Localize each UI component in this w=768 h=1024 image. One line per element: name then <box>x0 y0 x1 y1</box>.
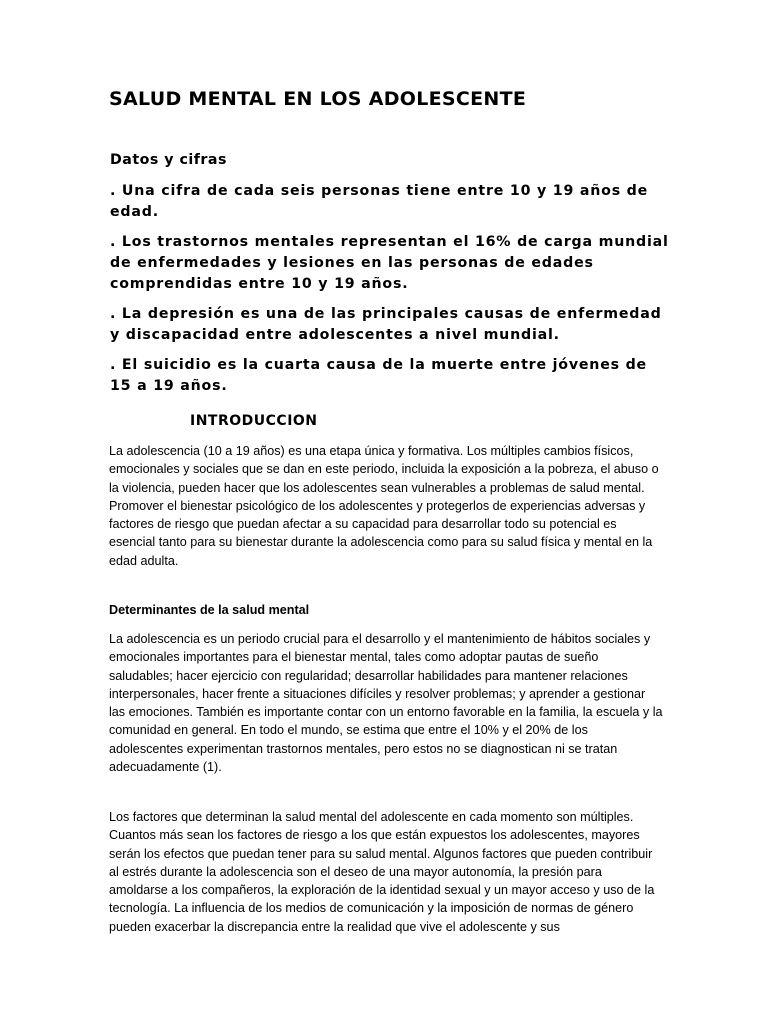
facts-section <box>110 150 670 406</box>
fact-item: . La depresión es una de las principales causas de enfermedad y discapacidad entre adolescentes a nivel mundial. <box>110 306 662 343</box>
facts-heading: Datos y cifras <box>110 152 227 168</box>
fact-item: . Los trastornos mentales representan el 16% de carga mundial de enfermedades y lesiones en las personas de edades comprendidas entre 10 y 19 años. <box>110 234 669 292</box>
fact-item: . Una cifra de cada seis personas tiene entre 10 y 19 años de edad. <box>110 183 649 220</box>
fact-item: . El suicidio es la cuarta causa de la muerte entre jóvenes de 15 a 19 años. <box>110 357 647 394</box>
intro-paragraph: La adolescencia (10 a 19 años) es una etapa única y formativa. Los múltiples cambios físicos, emocionales y sociales que se dan en este periodo, incluida la exposición a la pobreza, el abuso o la violencia, pueden hacer que los adolescentes sean vulnerables a problemas de salud mental. Promover el bienestar psicológico de los adolescentes y protegerlos de experiencias adversas y factores de riesgo que puedan afectar a su capacidad para desarrollar todo su potencial es esencial tanto para su bienestar durante la adolescencia como para su salud física y mental en la edad adulta. <box>109 444 659 568</box>
factors-paragraph: Los factores que determinan la salud mental del adolescente en cada momento son múltiples. Cuantos más sean los factores de riesgo a los que están expuestos los adolescentes, mayores serán los efectos que puedan tener para su salud mental. Algunos factores que pueden contribuir al estrés durante la adolescencia son el deseo de una mayor autonomía, la presión para amoldarse a los compañeros, la exploración de la identidad sexual y un mayor acceso y uso de la tecnología. La influencia de los medios de comunicación y la imposición de normas de género pueden exacerbar la discrepancia entre la realidad que vive el adolescente y sus <box>109 810 655 934</box>
determinants-heading: Determinantes de la salud mental <box>109 603 310 617</box>
document-title: SALUD MENTAL EN LOS ADOLESCENTE <box>109 88 527 110</box>
determinants-paragraph: La adolescencia es un periodo crucial para el desarrollo y el mantenimiento de hábitos sociales y emocionales importantes para el bienestar mental, tales como adoptar pautas de sueño saludables; hacer ejercicio con regularidad; desarrollar habilidades para mantener relaciones interpersonales, hacer frente a situaciones difíciles y resolver problemas; y aprender a gestionar las emociones. También es importante contar con un entorno favorable en la familia, la escuela y la comunidad en general. En todo el mundo, se estima que entre el 10% y el 20% de los adolescentes experimentan trastornos mentales, pero estos no se diagnostican ni se tratan adecuadamente (1). <box>109 632 663 775</box>
intro-heading: INTRODUCCION <box>190 413 318 429</box>
